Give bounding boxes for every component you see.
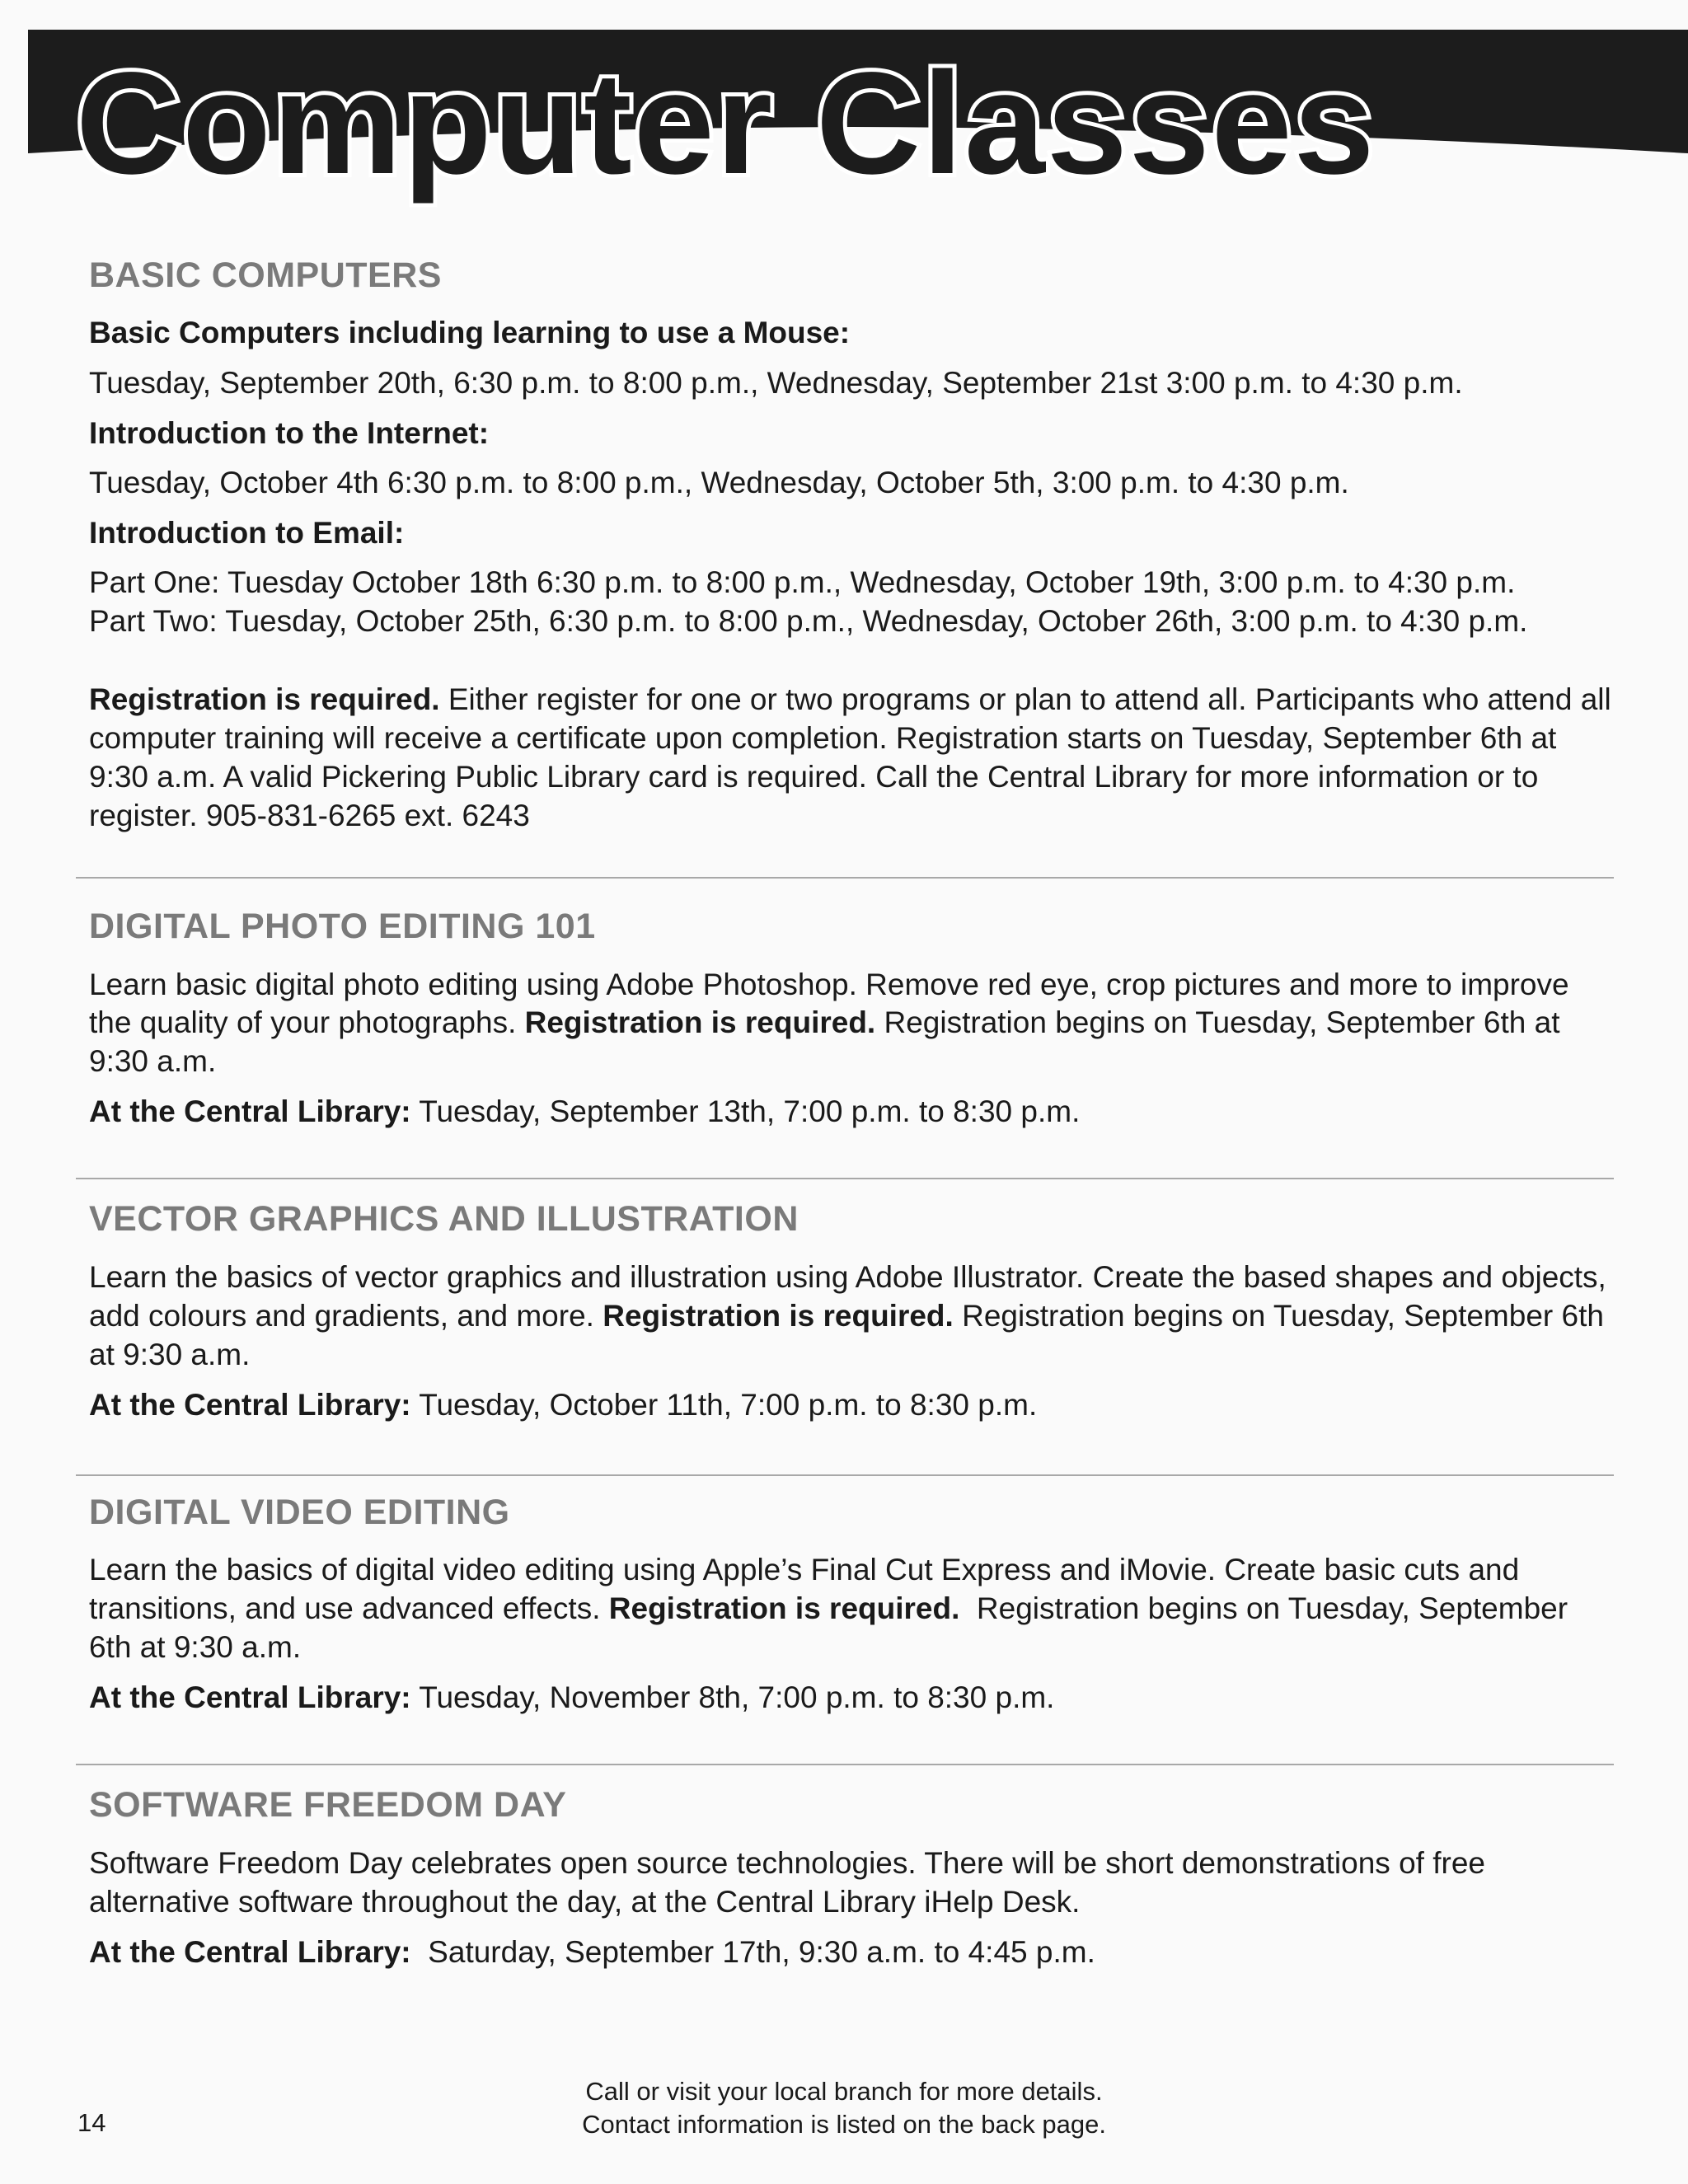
event-time: Tuesday, October 11th, 7:00 p.m. to 8:30 p.m. [410,1387,1038,1422]
registration-required: Registration is required. [608,1591,960,1626]
location-label: At the Central Library: [89,1934,411,1969]
class-schedule: Part One: Tuesday October 18th 6:30 p.m. to 8:00 p.m., Wednesday, October 19th, 3:00 p.m. to 4:30 p.m. [89,565,1516,600]
section-divider [76,1178,1614,1179]
description-text: Software Freedom Day celebrates open source technologies. There will be short demonstrations of free alternative software throughout the day, at the Central Library iHelp Desk. [89,1845,1485,1919]
location-label: At the Central Library: [89,1387,411,1422]
class-subtitle: Introduction to the Internet: [89,415,490,450]
registration-required: Registration is required. [603,1298,954,1333]
section-title: DIGITAL VIDEO EDITING [89,1492,510,1532]
class-subtitle: Introduction to Email: [89,515,405,550]
class-schedule-group [89,564,1614,641]
footer-line: Contact information is listed on the back page. [582,2109,1106,2139]
location-time [89,1093,1614,1132]
section-divider [76,1474,1614,1476]
content [89,255,1614,1984]
location-time [89,1933,1614,1972]
location-time [89,1386,1614,1425]
section-title: BASIC COMPUTERS [89,255,442,295]
event-time: Saturday, September 17th, 9:30 a.m. to 4:45 p.m. [410,1934,1095,1969]
section-description [89,1551,1614,1667]
location-label: At the Central Library: [89,1094,411,1129]
section-description [89,1258,1614,1375]
section-title: VECTOR GRAPHICS AND ILLUSTRATION [89,1199,799,1240]
description-text: Registration begins on Tuesday, September 6th at 9:30 a.m. [89,1298,1604,1371]
page-title: Computer Classes [76,43,1376,204]
footer [0,2075,1688,2140]
section-title: SOFTWARE FREEDOM DAY [89,1785,567,1825]
section-divider [76,877,1614,879]
description-text: Registration begins on Tuesday, September 6th at 9:30 a.m. [89,1591,1577,1665]
event-time: Tuesday, September 13th, 7:00 p.m. to 8:30 p.m. [410,1094,1081,1129]
description-text: Learn the basics of vector graphics and illustration using Adobe Illustrator. Create the based shapes and objects, add colours and gradients, and more. [89,1259,1606,1333]
location-time [89,1679,1614,1718]
section-divider [76,1764,1614,1765]
description-text: Registration begins on Tuesday, September 6th at 9:30 a.m. [89,1005,1560,1079]
registration-required: Registration is required. [524,1005,876,1040]
section-vector-graphics [89,1199,1614,1424]
registration-details: Either register for one or two programs or plan to attend all. Participants who attend all computer training will receive a certificate upon completion. Registration starts on Tuesday, September 6th at 9:30 a.m. A valid Pickering Public Library card is required. Call the Central Library for more information or to register. 905-831-6265 ext. 6243 [89,682,1611,833]
class-subtitle: Basic Computers including learning to use a Mouse: [89,316,851,350]
section-software-freedom-day [89,1785,1614,1971]
description-text: Learn basic digital photo editing using Adobe Photoshop. Remove red eye, crop pictures and more to improve the quality of your photographs. [89,967,1569,1040]
class-schedule: Tuesday, October 4th 6:30 p.m. to 8:00 p.m., Wednesday, October 5th, 3:00 p.m. to 4:30 p.m. [89,465,1349,499]
section-basic-computers [89,255,1614,836]
event-time: Tuesday, November 8th, 7:00 p.m. to 8:30 p.m. [410,1680,1055,1715]
registration-required: Registration is required. [89,682,440,717]
section-digital-photo-editing [89,907,1614,1132]
registration-note [89,681,1614,836]
section-digital-video-editing [89,1493,1614,1718]
page-number: 14 [77,2108,106,2137]
footer-line: Call or visit your local branch for more details. [585,2077,1103,2106]
section-title: DIGITAL PHOTO EDITING 101 [89,907,596,947]
description-text: Learn the basics of digital video editing using Apple’s Final Cut Express and iMovie. Create basic cuts and transitions, and use advanced effects. [89,1553,1520,1626]
section-description [89,1844,1614,1922]
class-schedule: Tuesday, September 20th, 6:30 p.m. to 8:00 p.m., Wednesday, September 21st 3:00 p.m. to 4:30 p.m. [89,365,1463,400]
section-description [89,966,1614,1082]
location-label: At the Central Library: [89,1680,411,1715]
class-schedule: Part Two: Tuesday, October 25th, 6:30 p.m. to 8:00 p.m., Wednesday, October 26th, 3:00 p.m. to 4:30 p.m. [89,604,1528,639]
